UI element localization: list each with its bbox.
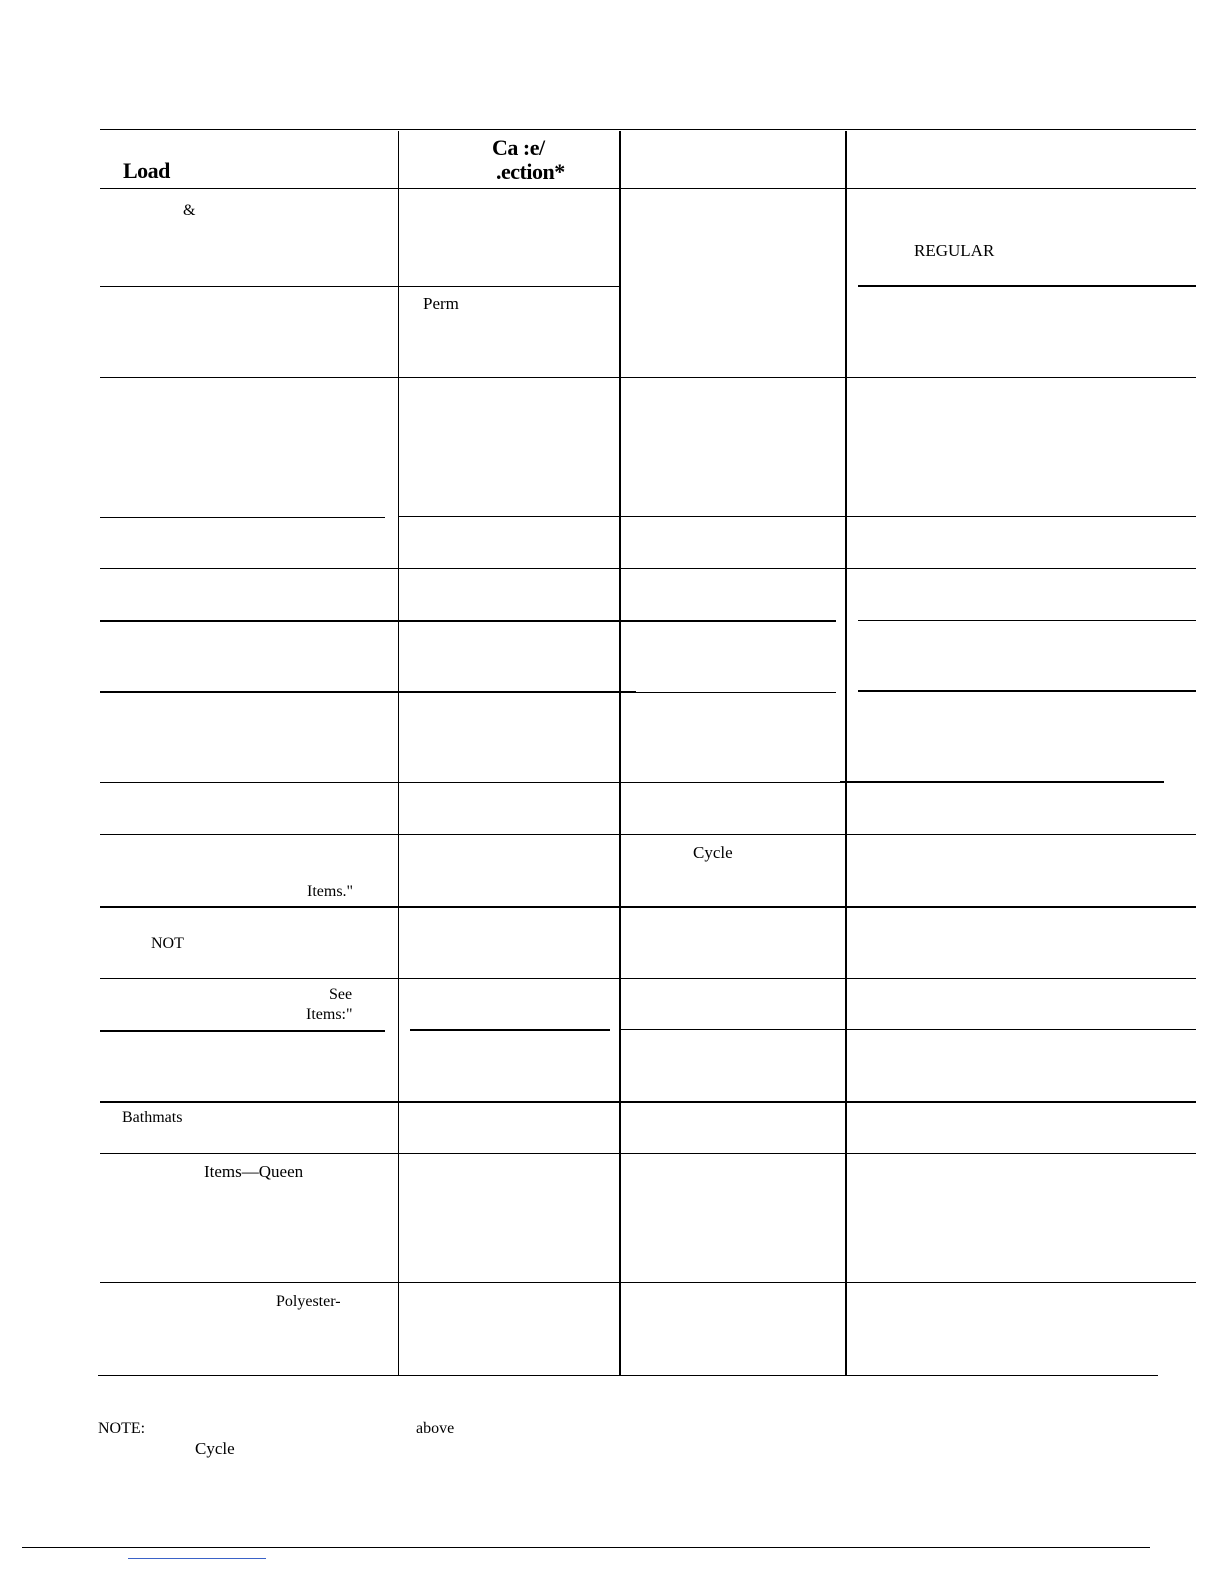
rule-row1-right [858,285,1196,287]
rule-row13 [100,1153,1196,1154]
rule-row10 [100,978,1196,979]
rule-row7a [100,782,840,783]
col-divider-1 [398,131,399,1375]
rule-header-bottom [100,188,1196,189]
rule-row11b [410,1029,610,1031]
note-label: NOTE: [98,1420,146,1437]
cell-ampersand: & [183,202,196,219]
cell-items-row11: Items:" [306,1006,353,1023]
rule-row14 [100,1282,1196,1283]
rule-row1 [100,286,620,287]
rule-top [100,129,1196,130]
rule-row12 [100,1101,1196,1103]
rule-row6a [100,691,636,693]
col-divider-3 [845,131,847,1375]
footer-link-underline[interactable] [128,1558,266,1559]
cell-cycle-row9: Cycle [693,843,733,862]
rule-row3b [398,516,1196,517]
cell-regular: REGULAR [914,241,995,260]
cell-perm: Perm [423,294,459,313]
cell-items-queen: Items—Queen [204,1162,304,1181]
cell-bathmats: Bathmats [122,1109,183,1126]
rule-row9 [100,906,1196,908]
rule-row7b [840,781,1164,783]
rule-row5b [858,620,1196,621]
rule-row6c [858,690,1196,692]
rule-row5a [100,620,836,622]
rule-row6b [636,692,836,693]
footer-rule [22,1547,1150,1548]
header-care: Ca :e/ [492,135,545,160]
note-cycle: Cycle [195,1439,235,1458]
cell-polyester: Polyester- [276,1293,341,1310]
cell-not-row10: NOT [151,935,184,952]
rule-row4 [100,568,1196,569]
note-above: above [416,1420,455,1437]
rule-row8 [100,834,1196,835]
rule-row3a [100,517,385,518]
rule-row2 [100,377,1196,378]
header-selection: .ection* [496,159,565,184]
header-load: Load [123,158,170,183]
rule-bottom [98,1375,1158,1376]
col-divider-2 [619,131,621,1375]
rule-row11c [620,1029,1196,1030]
cell-see-row11: See [329,986,353,1003]
cell-items-row9: Items." [307,883,354,900]
rule-row11a [100,1030,385,1032]
